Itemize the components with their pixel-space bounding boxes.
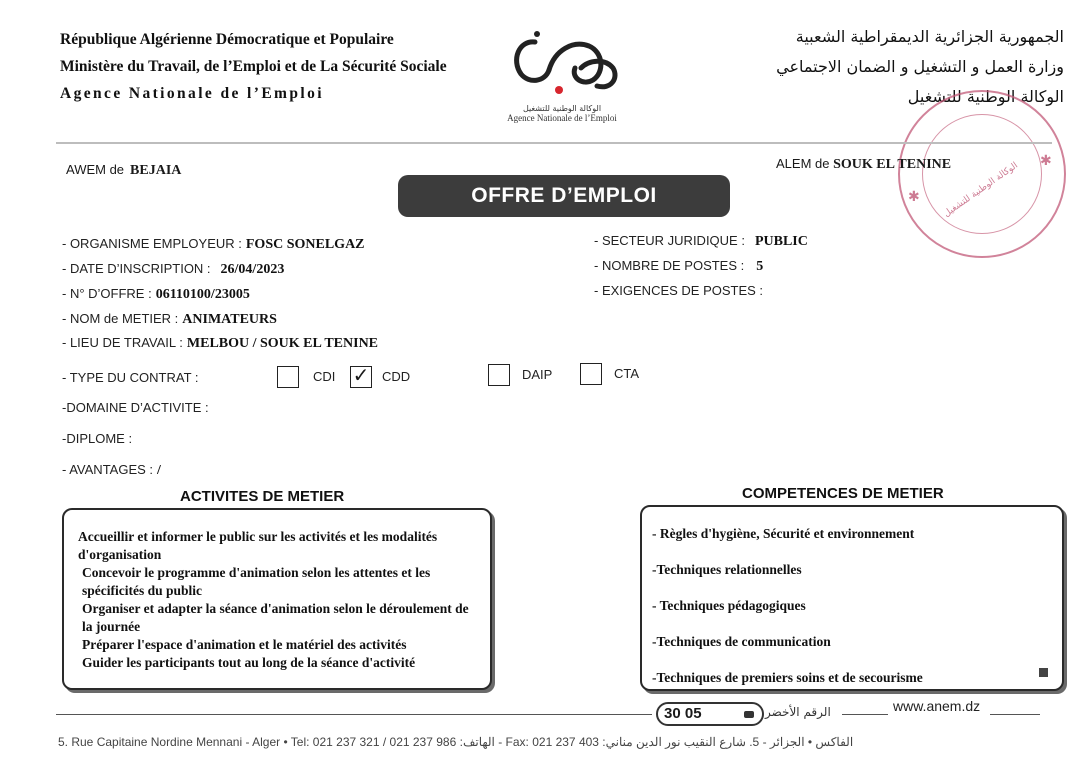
postes-label: - NOMBRE DE POSTES : [594, 258, 745, 273]
phone-icon [744, 711, 754, 718]
logo-caption-ar: الوكالة الوطنية للتشغيل [522, 104, 602, 113]
alem-label: ALEM de [776, 156, 830, 171]
checkbox-cdi-label: CDI [313, 369, 336, 384]
checkbox-cdd[interactable] [350, 366, 372, 388]
avantages-label: - AVANTAGES : [62, 462, 154, 477]
checkbox-daip[interactable] [488, 364, 510, 386]
header-french [60, 26, 447, 107]
activities-panel [62, 508, 492, 690]
awem-value: BEJAIA [130, 163, 182, 178]
competence-item: -Techniques de communication [652, 634, 831, 649]
contrat-label: - TYPE DU CONTRAT : [62, 370, 199, 385]
checkbox-cta-label: CTA [614, 366, 640, 381]
alem-line [776, 156, 951, 173]
lieu-value: MELBOU / SOUK EL TENINE [186, 336, 379, 351]
republic-line: République Algérienne Démocratique et Populaire [60, 31, 394, 48]
stamp-star-icon: ✱ [908, 188, 920, 204]
logo-caption-fr: Agence Nationale de l’Emploi [507, 113, 617, 123]
checkbox-cdi[interactable] [277, 366, 299, 388]
republic-line-ar: الجمهورية الجزائرية الديمقراطية الشعبية [795, 27, 1064, 46]
alem-value: SOUK EL TENINE [833, 157, 952, 172]
competence-item: - Techniques pédagogiques [652, 598, 806, 613]
awem-label: AWEM de [66, 162, 125, 177]
green-number-badge [656, 702, 764, 726]
stamp-star-icon: ✱ [1040, 152, 1052, 168]
agency-line-ar: الوكالة الوطنية للتشغيل [907, 87, 1064, 106]
date-value: 26/04/2023 [220, 262, 285, 277]
offre-value: 06110100/23005 [155, 287, 250, 302]
field-date [62, 261, 284, 278]
field-domaine: -DOMAINE D’ACTIVITE : [62, 400, 209, 415]
date-label: - DATE D’INSCRIPTION : [62, 261, 211, 276]
expand-square-icon [1039, 668, 1048, 677]
field-offre [62, 286, 250, 303]
footer-divider-left [56, 714, 652, 715]
offre-label: - N° D’OFFRE : [62, 286, 152, 301]
footer-divider-right [990, 714, 1040, 715]
competences-title: COMPETENCES DE METIER [742, 485, 944, 502]
field-exigences: - EXIGENCES DE POSTES : [594, 283, 764, 298]
green-number: 30 05 [664, 705, 702, 722]
checkbox-cdd-label: CDD [382, 369, 411, 384]
anem-logo-icon [497, 20, 627, 102]
stamp-text: الوكالة الوطنية للتشغيل [942, 160, 1020, 220]
activity-item: Préparer l'espace d'animation et le matériel des activités [82, 637, 407, 652]
competence-item: - Règles d'hygiène, Sécurité et environnement [652, 526, 915, 541]
organisme-value: FOSC SONELGAZ [245, 237, 365, 252]
field-metier [62, 311, 277, 328]
avantages-value: / [157, 463, 161, 478]
ministry-line: Ministère du Travail, de l’Emploi et de La Sécurité Sociale [60, 58, 447, 75]
field-avantages [62, 462, 161, 479]
activity-item: Concevoir le programme d'animation selon les attentes et les spécificités du public [82, 565, 431, 598]
official-stamp [898, 90, 1066, 258]
activity-item: Guider les participants tout au long de la séance d'activité [82, 655, 416, 670]
green-number-label-ar: الرقم الأخضر [765, 705, 831, 719]
activity-item: Accueillir et informer le public sur les activités et les modalités d'organisation [78, 529, 438, 562]
website-link[interactable]: www.anem.dz [893, 698, 981, 714]
activity-item: Organiser et adapter la séance d'animation selon le déroulement de la journée [82, 601, 469, 634]
address-line: 5. Rue Capitaine Nordine Mennani - Alger • Tel: 021 237 321 / 021 237 986 :الهاتف - Fax: 021 237 403 :الفاكس • الجزائر - 5. شارع النقيب نور الدين مناني [58, 735, 854, 749]
field-lieu [62, 335, 378, 352]
anem-logo [492, 20, 632, 140]
lieu-label: - LIEU DE TRAVAIL : [62, 335, 183, 350]
competences-panel [640, 505, 1064, 691]
organisme-label: - ORGANISME EMPLOYEUR : [62, 236, 242, 251]
checkbox-cta[interactable] [580, 363, 602, 385]
activities-title: ACTIVITES DE METIER [180, 488, 345, 505]
agency-line: Agence Nationale de l’Emploi [60, 85, 324, 102]
metier-label: - NOM de METIER : [62, 311, 179, 326]
footer-divider-mid [842, 714, 888, 715]
secteur-label: - SECTEUR JURIDIQUE : [594, 233, 745, 248]
document-title: OFFRE D’EMPLOI [398, 175, 730, 217]
check-mark-icon: ✓ [352, 365, 370, 387]
field-diplome: -DIPLOME : [62, 431, 133, 446]
ministry-line-ar: وزارة العمل و التشغيل و الضمان الاجتماعي [776, 57, 1064, 76]
postes-value: 5 [756, 259, 764, 274]
secteur-value: PUBLIC [754, 234, 808, 249]
competence-item: -Techniques de premiers soins et de secourisme [652, 670, 923, 685]
field-postes [594, 258, 763, 275]
metier-value: ANIMATEURS [182, 312, 277, 327]
header-divider [56, 142, 1052, 144]
field-secteur [594, 233, 808, 250]
awem-line [66, 162, 181, 179]
field-organisme [62, 236, 365, 253]
checkbox-daip-label: DAIP [522, 367, 553, 382]
competence-item: -Techniques relationnelles [652, 562, 802, 577]
